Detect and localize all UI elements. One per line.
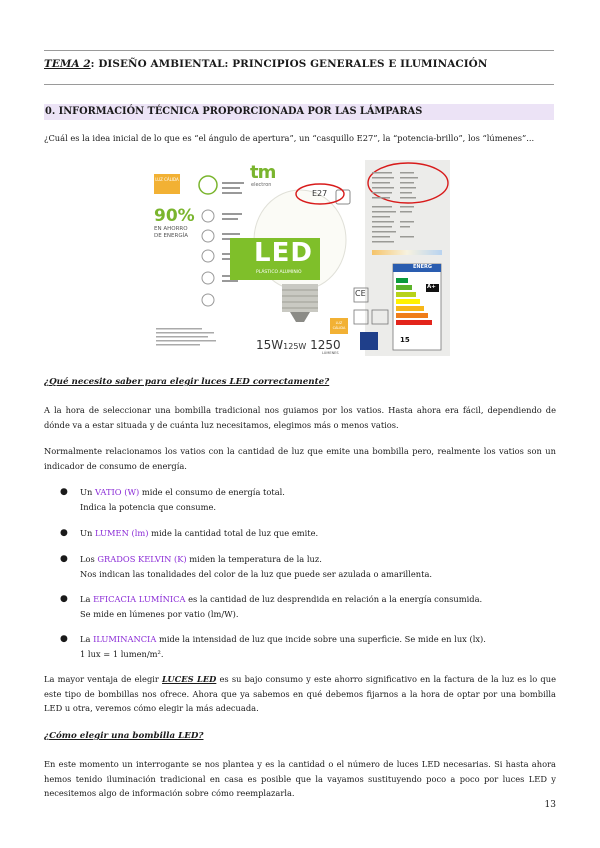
watts-value bbox=[256, 338, 341, 352]
led-text: LED bbox=[254, 238, 313, 268]
bullet-dot: ● bbox=[60, 554, 68, 564]
bullet-dot: ● bbox=[60, 528, 68, 538]
paragraph-3 bbox=[44, 672, 556, 716]
ce-mark: CE bbox=[355, 289, 366, 298]
page-number: 13 bbox=[544, 800, 556, 810]
lumens-unit: LÚMENES bbox=[322, 351, 339, 355]
bullet-post: mide la intensidad de luz que incide sobre una superficie. Se mide en lux (lx). bbox=[156, 634, 486, 644]
bullet-pre: Un bbox=[80, 487, 95, 497]
title-text: : DISEÑO AMBIENTAL: PRINCIPIOS GENERALES E ILUMINACIÓN bbox=[90, 58, 488, 70]
led-subtext: PLÁSTICO ALUMINIO bbox=[256, 270, 302, 275]
paragraph-2: Normalmente relacionamos los vatios con la cantidad de luz que emite una bombilla pero, realmente los vatios son un indicador de consumo de energía. bbox=[44, 446, 556, 471]
bullet-pre: Los bbox=[80, 554, 98, 564]
lumens-value: 1250 bbox=[310, 338, 341, 352]
bullet-line2: Indica la potencia que consume. bbox=[80, 501, 217, 512]
energy-label-title: ENERG bbox=[413, 264, 432, 270]
socket-label: E27 bbox=[312, 189, 328, 198]
bullet-line2: Nos indican las tonalidades del color de la luz que puede ser azulada o amarillenta. bbox=[80, 568, 433, 579]
heading-choose-led: ¿Cómo elegir una bombilla LED? bbox=[44, 731, 204, 741]
bullet-line2: 1 lux = 1 lumen/m². bbox=[80, 648, 164, 659]
paragraph-4: En este momento un interrogante se nos plantea y es la cantidad o el número de luces LED necesarias. Si hasta ahora hemos tenido iluminación tradicional en casa es posible que la vayamos sustituyendo poco a poco por luces LED y necesitemos algo de información sobre cómo reemplazarla. bbox=[44, 759, 556, 798]
bullet-pre: Un bbox=[80, 528, 95, 538]
keyword-kelvin: GRADOS KELVIN (K) bbox=[97, 554, 187, 564]
intro-question: ¿Cuál es la idea inicial de lo que es “el ángulo de apertura”, un “casquillo E27”, la “potencia-brillo”, los “lúmenes”... bbox=[44, 133, 535, 143]
title-topic: TEMA 2 bbox=[44, 58, 91, 70]
luz-calida-label-left: LUZ CÁLIDA bbox=[155, 177, 179, 182]
savings-line2: DE ENERGÍA bbox=[154, 233, 188, 239]
keyword-lumen: LUMEN (lm) bbox=[94, 528, 149, 538]
bullet-post: mide el consumo de energía total. bbox=[139, 487, 285, 497]
para3-post: es su bajo consumo y este ahorro significativo en la factura de la luz es lo que este tipo de bombillas nos ofrece. Ahora que ya sabemos en qué debemos fijarnos a la hora de optar por una bombilla LED u otra, veremos cómo elegir la más adecuada. bbox=[44, 674, 556, 713]
equiv-watts: 125W bbox=[283, 342, 307, 351]
heading-led-needs: ¿Qué necesito saber para elegir luces LED correctamente? bbox=[44, 377, 330, 387]
energy-kwh: 15 bbox=[400, 336, 410, 344]
bullet-post: es la cantidad de luz desprendida en relación a la energía consumida. bbox=[185, 594, 483, 604]
brand-sub: electron bbox=[251, 182, 272, 188]
bullet-dot: ● bbox=[60, 594, 68, 604]
luz-calida-label: LUZ CÁLIDA bbox=[332, 321, 346, 330]
keyword-eficacia: EFICACIA LUMÍNICA bbox=[93, 594, 186, 604]
section-heading: 0. INFORMACIÓN TÉCNICA PROPORCIONADA POR LAS LÁMPARAS bbox=[44, 104, 554, 120]
bullet-dot: ● bbox=[60, 634, 68, 644]
savings-line1: EN AHORRO bbox=[154, 226, 188, 232]
para3-pre: La mayor ventaja de elegir bbox=[44, 674, 163, 684]
bullet-pre: La bbox=[80, 594, 94, 604]
brand-logo: tm bbox=[250, 162, 276, 183]
keyword-luces-led: LUCES LED bbox=[162, 674, 217, 684]
page-title bbox=[44, 58, 487, 70]
bullet-dot: ● bbox=[60, 487, 68, 497]
bullet-post: miden la temperatura de la luz. bbox=[186, 554, 322, 564]
title-rule bbox=[44, 84, 554, 85]
savings-percent: 90% bbox=[154, 206, 195, 226]
energy-class: A+ bbox=[427, 284, 436, 290]
product-image bbox=[150, 160, 450, 356]
keyword-vatio: VATIO (W) bbox=[94, 487, 140, 497]
keyword-iluminancia: ILUMINANCIA bbox=[93, 634, 157, 644]
paragraph-1: A la hora de seleccionar una bombilla tradicional nos guiamos por los vatios. Hasta ahora era fácil, dependiendo de dónde va a estar situada y de cuánta luz necesitamos, elegimos más o menos vatios. bbox=[44, 405, 556, 430]
bullet-line2: Se mide en lúmenes por vatio (lm/W). bbox=[80, 608, 239, 619]
watts: 15W bbox=[256, 338, 284, 352]
blue-badge bbox=[360, 332, 378, 350]
top-rule bbox=[44, 50, 554, 51]
bullet-pre: La bbox=[80, 634, 94, 644]
bullet-post: mide la cantidad total de luz que emite. bbox=[148, 528, 319, 538]
